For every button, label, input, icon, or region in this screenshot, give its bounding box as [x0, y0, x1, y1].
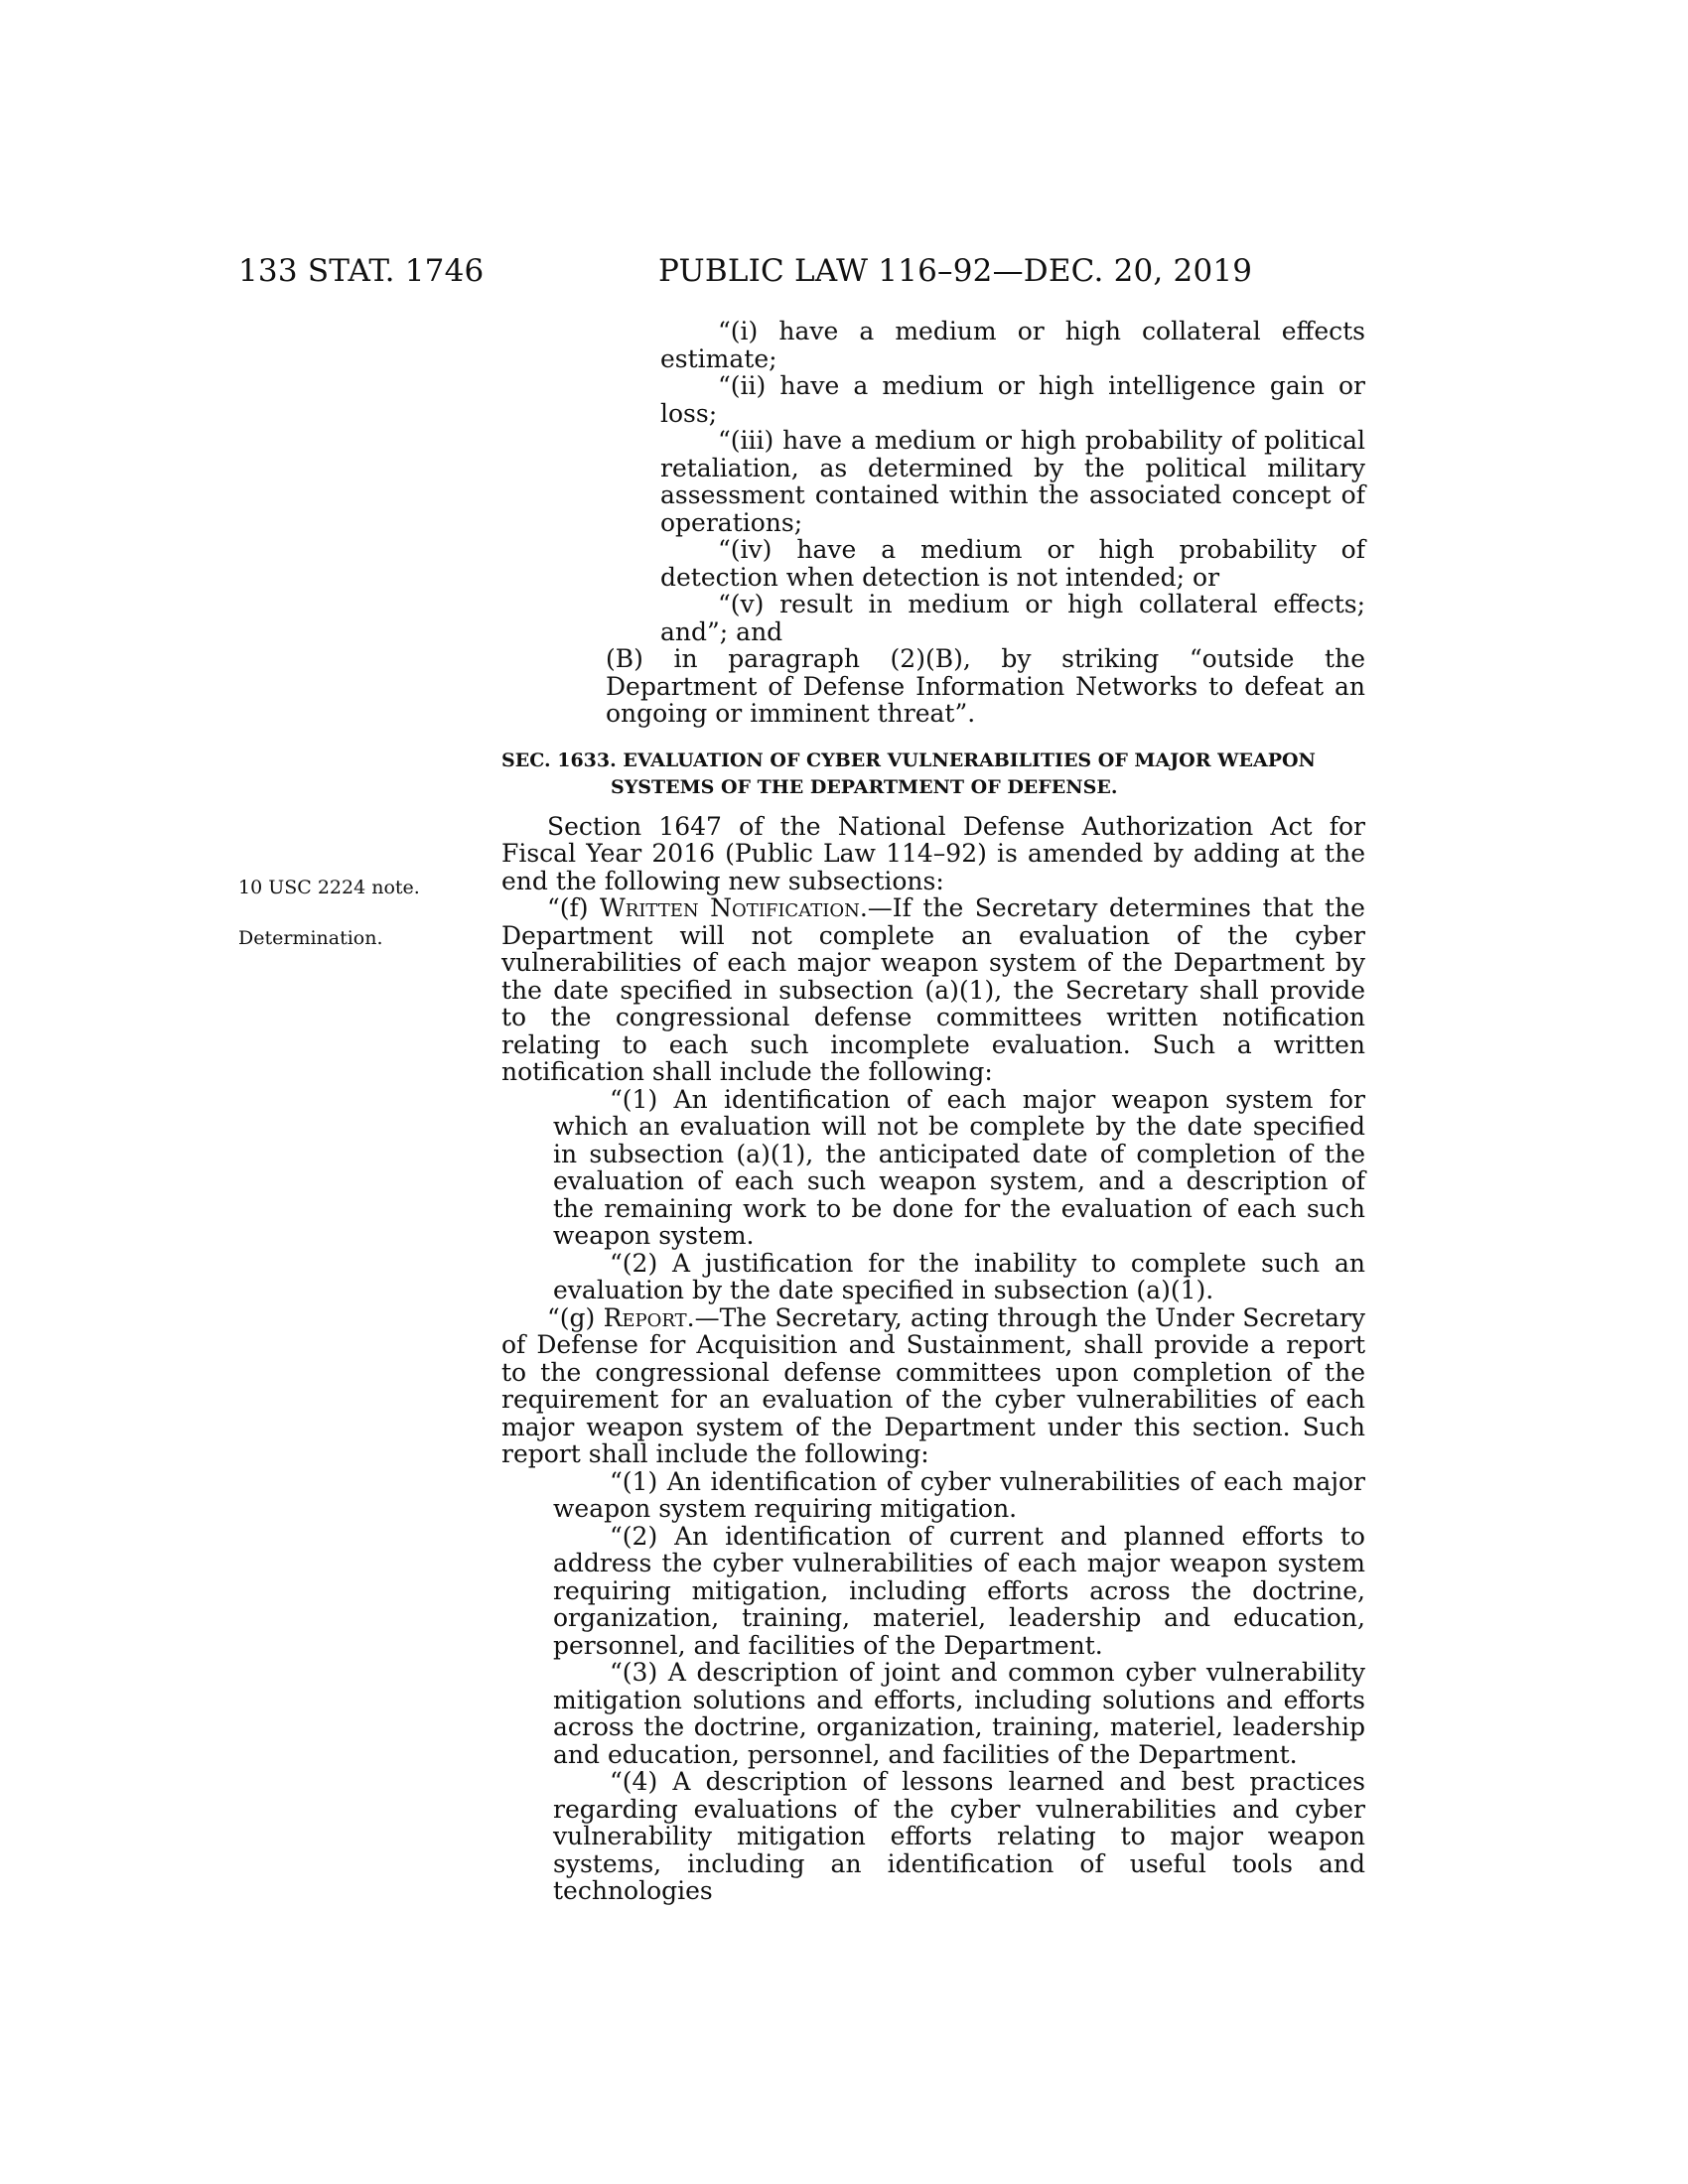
- subparagraph-ii: “(ii) have a medium or high intelligence gain or loss;: [660, 371, 1365, 428]
- subparagraph-iii: “(iii) have a medium or high probability of political retaliation, as determined by the political military assessment contained within the associated concept of operations;: [660, 426, 1365, 537]
- paragraph-b: (B) in paragraph (2)(B), by striking “outside the Department of Defense Information Networks to defeat an ongoing or imminent threat”.: [606, 644, 1365, 728]
- margin-note-usc: 10 USC 2224 note.: [238, 877, 420, 898]
- subsection-g-item-3: “(3) A description of joint and common cyber vulnerability mitigation solutions and efforts, including solutions and efforts across the doctrine, organization, training, materiel, leadership and education, personnel, and facilities of the Department.: [553, 1658, 1365, 1769]
- subsection-f-item-1: “(1) An identification of each major weapon system for which an evaluation will not be complete by the date specified in subsection (a)(1), the anticipated date of completion of the evaluation of each such weapon system, and a description of the remaining work to be done for the evaluation of each such weapon system.: [553, 1084, 1365, 1250]
- subsection-g-prefix: “(g): [547, 1302, 604, 1332]
- section-heading: SEC. 1633. EVALUATION OF CYBER VULNERABILITIES OF MAJOR WEAPON SYSTEMS OF THE DEPARTMENT OF DEFENSE.: [501, 749, 1316, 798]
- margin-note-determination: Determination.: [238, 927, 383, 949]
- main-text-column: [501, 318, 1365, 1905]
- subsection-g: [501, 1304, 1365, 1468]
- subsection-g-item-2: “(2) An identification of current and planned efforts to address the cyber vulnerabilities of each major weapon system requiring mitigation, including efforts across the doctrine, organization, training, materiel, leadership and education, personnel, and facilities of the Department.: [553, 1521, 1365, 1660]
- section-intro: Section 1647 of the National Defense Authorization Act for Fiscal Year 2016 (Public Law 114–92) is amended by adding at the end the following new subsections:: [501, 811, 1365, 895]
- subsection-f-prefix: “(f): [547, 893, 601, 922]
- subsection-f-caption: Written Notification: [600, 893, 860, 922]
- subparagraph-iv: “(iv) have a medium or high probability of detection when detection is not intended; or: [660, 535, 1365, 592]
- subsection-f-text: .—If the Secretary determines that the Department will not complete an evaluation of the cyber vulnerabilities of each major weapon system of the Department by the date specified in subsection (a)(1), the Secretary shall provide to the congressional defense committees written notification relating to each such incomplete evaluation. Such a written notification shall include the following:: [501, 893, 1365, 1086]
- page-number: 133 STAT. 1746: [238, 253, 485, 289]
- subparagraph-v: “(v) result in medium or high collateral effects; and”; and: [660, 590, 1365, 646]
- subparagraph-i: “(i) have a medium or high collateral effects estimate;: [660, 317, 1365, 373]
- subsection-g-item-1: “(1) An identification of cyber vulnerabilities of each major weapon system requiring mitigation.: [553, 1466, 1365, 1523]
- subsection-f: [501, 894, 1365, 1086]
- running-head: PUBLIC LAW 116–92—DEC. 20, 2019: [658, 253, 1253, 289]
- subsection-f-item-2: “(2) A justification for the inability to complete such an evaluation by the date specified in subsection (a)(1).: [553, 1248, 1365, 1304]
- subsection-g-text: .—The Secretary, acting through the Under Secretary of Defense for Acquisition and Sustainment, shall provide a report to the congressional defense committees upon completion of the requirement for an evaluation of the cyber vulnerabilities of each major weapon system of the Department under this section. Such report shall include the following:: [501, 1302, 1365, 1468]
- subsection-g-item-4: “(4) A description of lessons learned and best practices regarding evaluations of the cyber vulnerabilities and cyber vulnerability mitigation efforts relating to major weapon systems, including an identification of useful tools and technologies: [553, 1767, 1365, 1905]
- subsection-g-caption: Report: [603, 1302, 687, 1332]
